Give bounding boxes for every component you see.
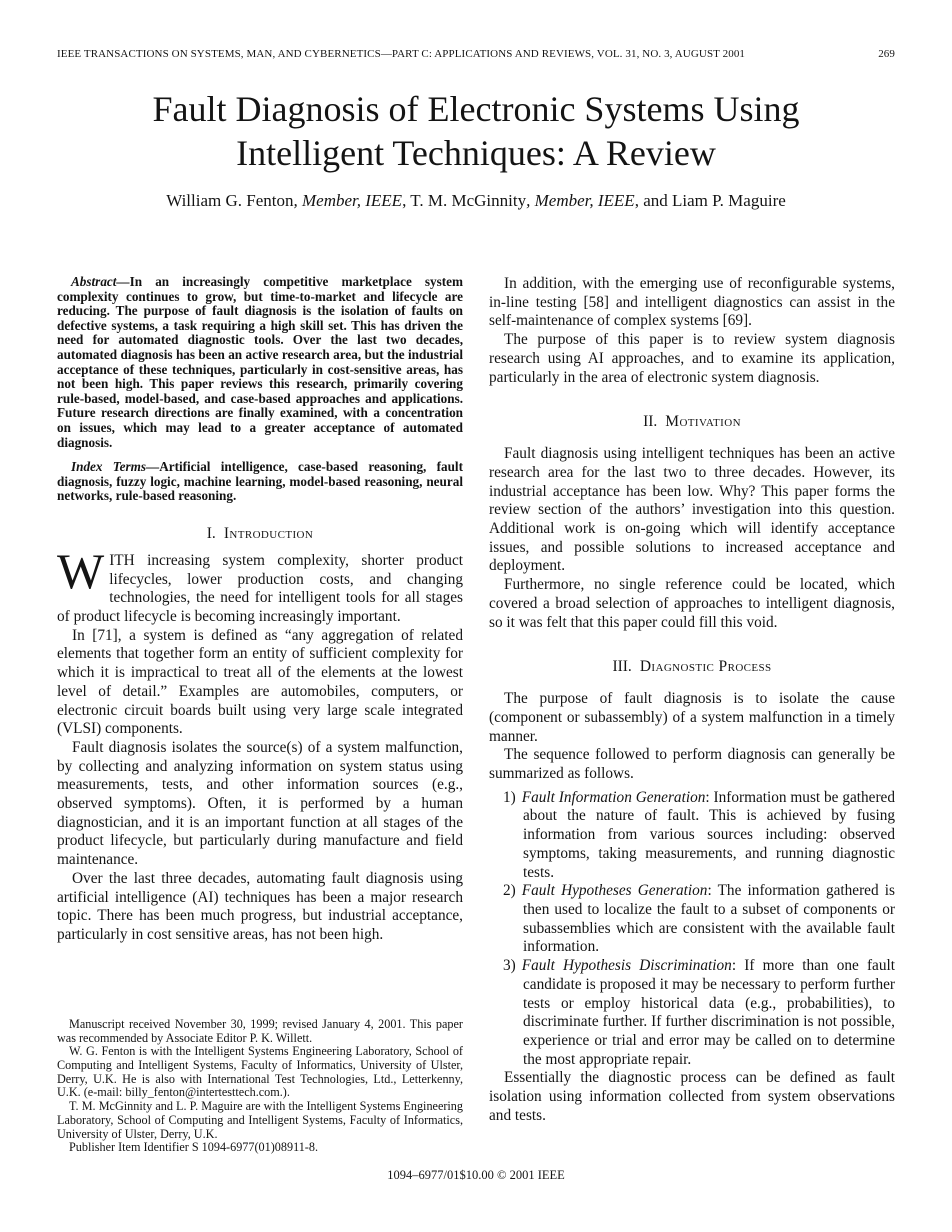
page-number: 269: [878, 48, 895, 60]
motivation-paragraph-2: Furthermore, no single reference could be located, which covered a broad selection of approaches to intelligent diagnosis, so it was felt that this paper could fill this void.: [489, 576, 895, 631]
intro-paragraph-2: In [71], a system is defined as “any aggregation of related elements that together form an entity of sufficient complexity for which it is impractical to treat all of the elements at the lowest level of detail.” Examples are automobiles, computers, or electronic circuit boards built using very large scale integrated (VLSI) components.: [57, 626, 463, 738]
abstract-label: Abstract—: [71, 274, 130, 289]
index-terms-text: Artificial intelligence, case-based reasoning, fault diagnosis, fuzzy logic, machine learning, model-based reasoning, neural networks, rule-based reasoning.: [57, 459, 463, 504]
list-item-number: 2): [503, 882, 516, 900]
right-column: [489, 275, 895, 1155]
list-item-number: 3): [503, 957, 516, 975]
list-item-lead: Fault Information Generation: [521, 788, 706, 806]
list-item-fault-information-generation: [489, 789, 895, 883]
abstract-section: [57, 275, 463, 450]
author-2-membership: , Member, IEEE: [526, 191, 635, 210]
copyright-line: 1094–6977/01$10.00 © 2001 IEEE: [387, 1168, 565, 1182]
section-number: II.: [643, 413, 658, 431]
author-1-membership: , Member, IEEE: [293, 191, 403, 210]
journal-title: IEEE TRANSACTIONS ON SYSTEMS, MAN, AND CYBERNETICS—PART C: APPLICATIONS AND REVIEWS, VOL. 31, NO. 3, AUGUST 2001: [57, 48, 746, 60]
list-item-text: : Information must be gathered about the nature of fault. This is achieved by fusing information from various sources including: observed symptoms, taking measurements, and running diagnostic tests.: [523, 788, 895, 881]
footnote-publisher-id: Publisher Item Identifier S 1094-6977(01)08911-8.: [69, 1140, 319, 1155]
section-title: Motivation: [665, 413, 741, 431]
left-column: [57, 275, 463, 1155]
list-item-lead: Fault Hypotheses Generation: [521, 882, 708, 900]
section-number: III.: [612, 658, 632, 676]
process-paragraph-1: The purpose of fault diagnosis is to isolate the cause (component or subassembly) of a system malfunction in a timely manner.: [489, 690, 895, 745]
list-item-fault-hypothesis-discrimination: [489, 957, 895, 1069]
section-heading-introduction: [57, 525, 463, 543]
running-head: [57, 48, 895, 60]
index-terms-section: [57, 460, 463, 504]
list-item-text: : If more than one fault candidate is proposed it may be necessary to perform further tests or employ historical data (e.g., probabilities), to discriminate further. If further discrimination is not possible, experience or trial and error may be called on to determine the most appropriate repair.: [523, 957, 895, 1068]
right-paragraph-1: In addition, with the emerging use of reconfigurable systems, in-line testing [58] and intelligent diagnostics can assist in the self-maintenance of complex systems [69].: [489, 275, 895, 330]
author-2: , T. M. McGinnity: [402, 191, 527, 210]
authors-line: [57, 191, 895, 211]
section-heading-diagnostic-process: [489, 658, 895, 676]
footnote-affiliation-mcginnity-maguire: T. M. McGinnity and L. P. Maguire are with the Intelligent Systems Engineering Laboratory, School of Computing and Intelligent Systems, Faculty of Informatics, University of Ulster, Derry, U.K.: [57, 1099, 463, 1141]
list-item-fault-hypotheses-generation: [489, 882, 895, 957]
paper-title: Fault Diagnosis of Electronic Systems Using Intelligent Techniques: A Review: [152, 89, 800, 173]
intro-paragraph-1: [57, 542, 463, 627]
author-1: William G. Fenton: [166, 191, 294, 210]
motivation-paragraph-1: Fault diagnosis using intelligent techniques has been an active research area for the last two to three decades. However, its industrial acceptance has been low. Why? This paper forms the review section of the authors’ investigation into this question. Additional work is on-going which will identify acceptance issues, and possible solutions to increased acceptance and deployment.: [489, 445, 895, 575]
right-paragraph-2: The purpose of this paper is to review system diagnosis research using AI approaches, and to examine its application, particularly in the area of electronic system diagnosis.: [489, 331, 895, 386]
footnote-affiliation-fenton: W. G. Fenton is with the Intelligent Systems Engineering Laboratory, School of Computing and Intelligent Systems, Faculty of Informatics, University of Ulster, Derry, U.K. He is also with International Test Technologies, Ltd., Letterkenny, U.K. (e-mail: billy_fenton@intertesttech.com.).: [57, 1044, 463, 1100]
intro-paragraph-1-text: ITH increasing system complexity, shorter product lifecycles, lower production costs, and changing technologies, the need for intelligent tools for all stages of product lifecycle is becoming increasingly important.: [57, 551, 463, 626]
drop-cap: W: [57, 542, 105, 599]
author-3: , and Liam P. Maguire: [634, 191, 786, 210]
section-number: I.: [206, 524, 216, 542]
two-column-body: [57, 275, 895, 1155]
list-item-lead: Fault Hypothesis Discrimination: [521, 957, 732, 975]
footnote-manuscript: Manuscript received November 30, 1999; revised January 4, 2001. This paper was recommended by Associate Editor P. K. Willett.: [57, 1016, 463, 1045]
index-terms-label: Index Terms—: [71, 459, 160, 475]
list-item-number: 1): [503, 788, 516, 806]
intro-paragraph-4: Over the last three decades, automating fault diagnosis using artificial intelligence (AI) techniques has been a major research topic. There has been much progress, but industrial acceptance, particularly in cost sensitive areas, has not been high.: [57, 869, 463, 943]
diagnosis-steps-list: [489, 789, 895, 1070]
list-item-text: : The information gathered is then used to localize the fault to a subset of components or subassemblies which are consistent with the available fault information.: [523, 882, 895, 956]
intro-paragraph-3: Fault diagnosis isolates the source(s) of a system malfunction, by collecting and analyzing information on system status using measurements, tests, and other information sources (e.g., observed symptoms). Often, it is performed by a human diagnostician, and it is an important function at all stages of the product lifecycle, but particularly during manufacture and field maintenance.: [57, 738, 463, 869]
abstract-text: In an increasingly competitive marketplace system complexity continues to grow, but time-to-market and lifecycle are reducing. The purpose of fault diagnosis is the isolation of faults on defective systems, a task requiring a high skill set. This has driven the need for automated diagnostic tools. Over the last two decades, automated diagnosis has been an active research area, but the industrial acceptance of these techniques, particularly in cost-sensitive areas, has not been high. This paper reviews this research, primarily covering rule-based, model-based, and case-based approaches and applications. Future research directions are finally examined, with a concentration on issues, which may lead to a greater acceptance of automated diagnosis.: [57, 274, 463, 450]
first-page-footnote: [57, 1018, 463, 1155]
section-heading-motivation: [489, 413, 895, 431]
process-closing-paragraph: Essentially the diagnostic process can be defined as fault isolation using information collected from system observations and tests.: [489, 1069, 895, 1124]
process-paragraph-2: The sequence followed to perform diagnosis can generally be summarized as follows.: [489, 746, 895, 783]
section-title: Introduction: [223, 524, 314, 542]
section-title: Diagnostic Process: [639, 658, 772, 676]
